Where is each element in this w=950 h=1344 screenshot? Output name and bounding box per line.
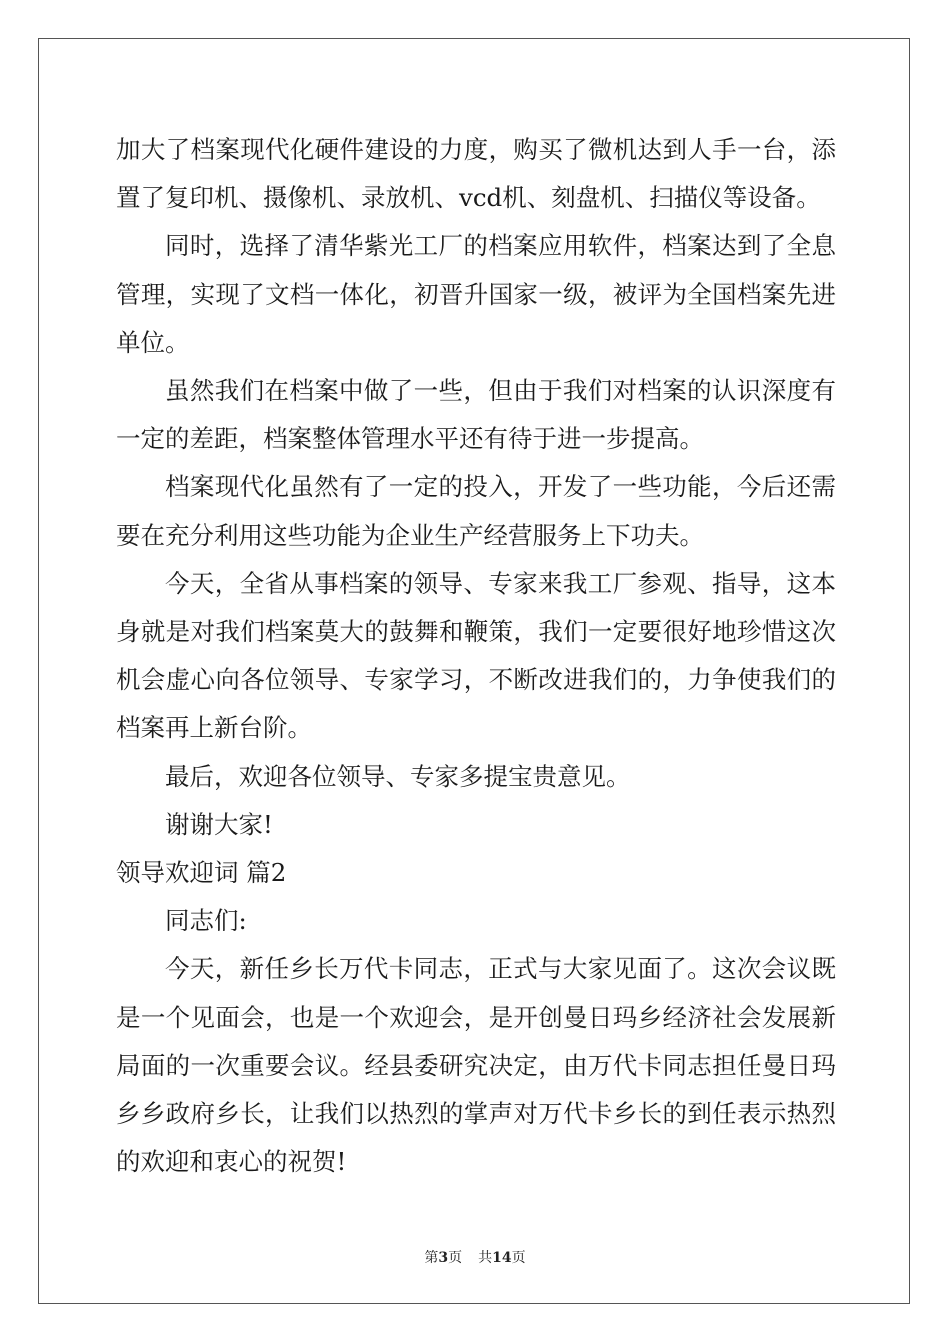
- total-prefix: 共: [478, 1250, 493, 1266]
- paragraph: 同志们:: [165, 906, 247, 936]
- total-pages: 14: [492, 1250, 512, 1266]
- document-body: [116, 126, 836, 1186]
- page-footer: [0, 1247, 950, 1267]
- paragraph: 虽然我们在档案中做了一些，但由于我们对档案的认识深度有一定的差距，档案整体管理水平还有待于进一步提高。: [116, 376, 836, 454]
- paragraph: 档案现代化虽然有了一定的投入，开发了一些功能，今后还需要在充分利用这些功能为企业生产经营服务上下功夫。: [116, 472, 836, 550]
- page-prefix: 第: [424, 1250, 439, 1266]
- paragraph: 今天，新任乡长万代卡同志，正式与大家见面了。这次会议既是一个见面会，也是一个欢迎会，是开创曼日玛乡经济社会发展新局面的一次重要会议。经县委研究决定，由万代卡同志担任曼日玛乡乡政府乡长，让我们以热烈的掌声对万代卡乡长的到任表示热烈的欢迎和衷心的祝贺!: [116, 954, 836, 1177]
- page-suffix: 页: [448, 1250, 463, 1266]
- paragraph: 今天，全省从事档案的领导、专家来我工厂参观、指导，这本身就是对我们档案莫大的鼓舞和鞭策，我们一定要很好地珍惜这次机会虚心向各位领导、专家学习，不断改进我们的，力争使我们的档案再上新台阶。: [116, 568, 836, 743]
- paragraph: 谢谢大家!: [165, 809, 273, 839]
- paragraph: 同时，选择了清华紫光工厂的档案应用软件，档案达到了全息管理，实现了文档一体化，初晋升国家一级，被评为全国档案先进单位。: [116, 231, 836, 357]
- paragraph: 加大了档案现代化硬件建设的力度，购买了微机达到人手一台，添置了复印机、摄像机、录放机、vcd机、刻盘机、扫描仪等设备。: [116, 135, 836, 213]
- paragraph: 最后，欢迎各位领导、专家多提宝贵意见。: [165, 761, 631, 791]
- section-heading: 领导欢迎词 篇2: [116, 858, 287, 888]
- total-suffix: 页: [511, 1250, 526, 1266]
- page-number: 3: [438, 1250, 449, 1266]
